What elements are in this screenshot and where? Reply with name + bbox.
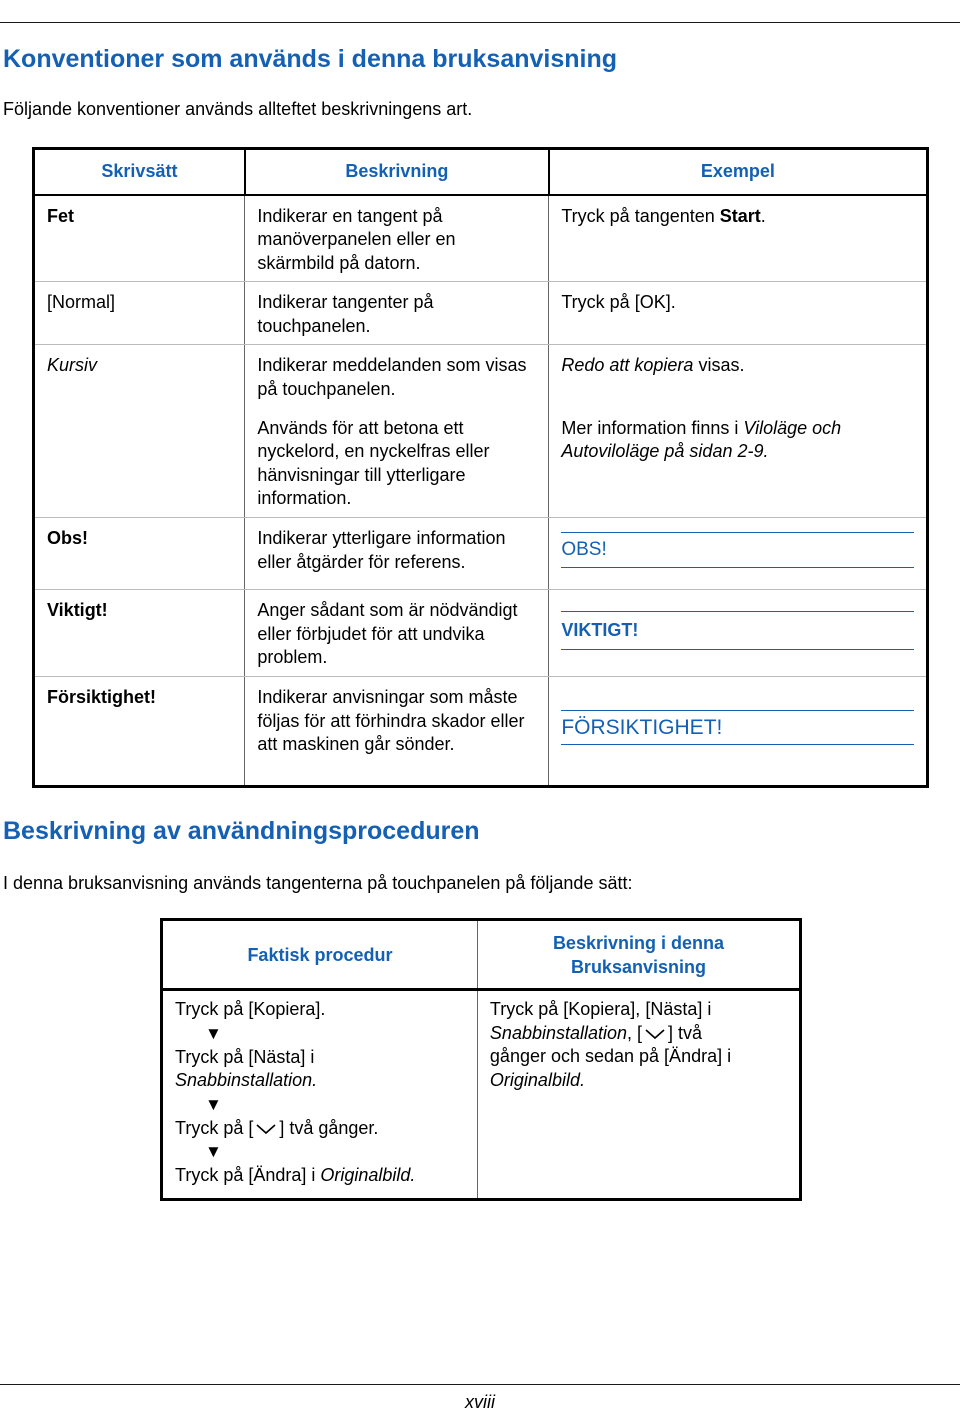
- intro-procedure: I denna bruksanvisning används tangenterna på touchpanelen på följande sätt:: [3, 873, 633, 893]
- down-triangle-icon: ▼: [205, 1142, 222, 1161]
- style-label-fet: Fet: [47, 205, 74, 226]
- page-number: xviii: [465, 1392, 495, 1412]
- chevron-down-icon: [255, 1122, 277, 1136]
- example-obs: OBS!: [549, 518, 928, 590]
- example-kursiv-2: Mer information finns i Viloläge och Autoviloläge på sidan 2-9.: [549, 408, 928, 518]
- rule-bottom: [561, 744, 914, 745]
- style-label-viktigt: Viktigt!: [47, 600, 108, 620]
- manual-description-text: Tryck på [Kopiera], [Nästa] i Snabbinstallation, [ ] två gånger och sedan på [Ändra] i Originalbild.: [489, 999, 732, 1090]
- desc-fet: Indikerar en tangent på manöverpanelen eller en skärmbild på datorn.: [257, 205, 456, 273]
- desc-kursiv-1: Indikerar meddelanden som visas på touchpanelen.: [257, 355, 527, 399]
- example-viktigt: VIKTIGT!: [549, 590, 928, 677]
- procedure-table: [160, 918, 802, 1201]
- step-1: Tryck på [Kopiera].: [175, 999, 326, 1019]
- col-header-style: Skrivsätt: [34, 149, 245, 195]
- style-label-forsiktighet: Försiktighet!: [47, 687, 157, 707]
- step-2: Tryck på [Nästa] i Snabbinstallation.: [175, 1046, 318, 1090]
- actual-procedure-steps: [162, 990, 478, 1200]
- step-3: Tryck på [ ] två gånger.: [175, 1117, 379, 1138]
- desc-viktigt: Anger sådant som är nödvändigt eller förbjudet för att undvika problem.: [257, 600, 518, 667]
- header-manual-description: Beskrivning i denna Bruksanvisning: [477, 920, 800, 990]
- col-header-example: Exempel: [549, 149, 928, 195]
- example-kursiv-1: Redo att kopiera visas.: [561, 355, 745, 375]
- top-rule: [0, 22, 960, 23]
- style-label-kursiv: Kursiv: [47, 355, 98, 375]
- section-title-conventions: Konventioner som används i denna bruksanvisning: [3, 45, 618, 73]
- down-triangle-icon: ▼: [205, 1094, 222, 1114]
- example-normal: Tryck på [OK].: [561, 292, 676, 312]
- intro-conventions: Följande konventioner används allteftet beskrivningens art.: [3, 99, 473, 119]
- step-4: Tryck på [Ändra] i Originalbild.: [175, 1165, 416, 1185]
- style-label-obs: Obs!: [47, 528, 89, 548]
- conventions-table: [32, 147, 929, 788]
- desc-obs: Indikerar ytterligare information eller åtgärder för referens.: [257, 528, 506, 572]
- section-title-procedure: Beskrivning av användningsproceduren: [3, 817, 480, 845]
- bottom-rule: [0, 1384, 960, 1385]
- desc-normal: Indikerar tangenter på touchpanelen.: [257, 292, 434, 336]
- rule-bottom: [561, 567, 914, 568]
- rule-bottom: [561, 649, 914, 650]
- style-label-normal: [Normal]: [47, 292, 116, 312]
- example-forsiktighet: FÖRSIKTIGHET!: [549, 677, 928, 787]
- down-triangle-icon: ▼: [205, 1023, 222, 1043]
- desc-forsiktighet: Indikerar anvisningar som måste följas för att förhindra skador eller att maskinen går sönder.: [257, 687, 525, 754]
- example-fet: Tryck på tangenten Start.: [549, 195, 928, 282]
- desc-kursiv-2: Används för att betona ett nyckelord, en nyckelfras eller hänvisningar till ytterligare information.: [257, 417, 490, 508]
- header-actual-procedure: Faktisk procedur: [162, 920, 478, 990]
- chevron-down-icon: [644, 1027, 666, 1041]
- col-header-description: Beskrivning: [245, 149, 549, 195]
